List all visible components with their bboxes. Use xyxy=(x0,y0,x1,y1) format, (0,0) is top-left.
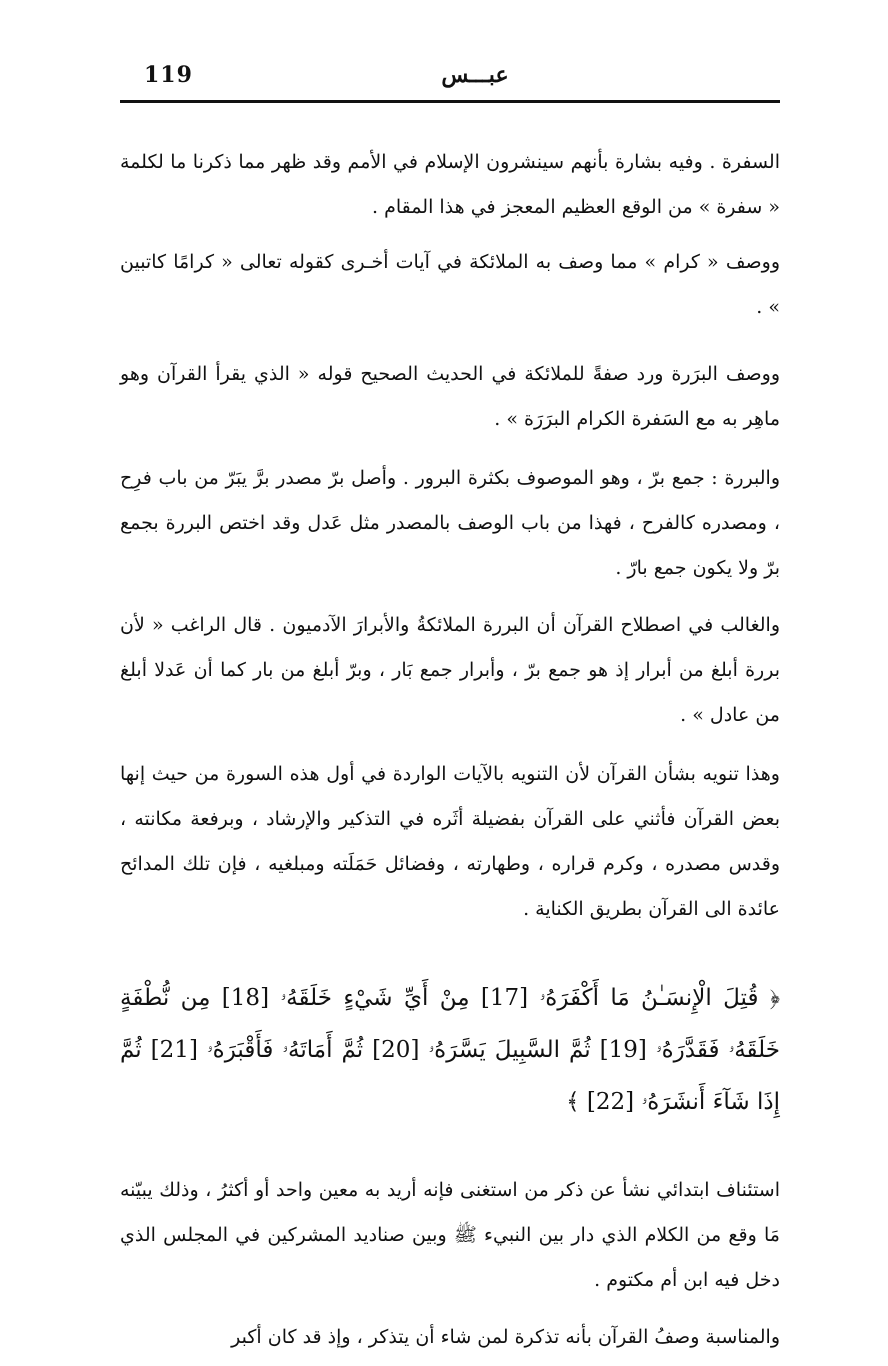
paragraph: السفرة . وفيه بشارة بأنهم سينشرون الإسلام في الأمم وقد ظهر مما ذكرنا ما لكلمة « سفرة » من الوقع العظيم المعجز في هذا المقام . xyxy=(120,151,780,218)
running-title: عبـــس xyxy=(441,62,509,88)
paragraph: ووصف البرَرة ورد صفةً للملائكة في الحديث الصحيح قوله « الذي يقرأ القرآن وهو ماهِر به مع السَفرة الكرام البرَرَة » . xyxy=(120,363,780,430)
page-body xyxy=(120,140,780,1360)
paragraph: والمناسبة وصفُ القرآن بأنه تذكرة لمن شاء أن يتذكر ، وإذ قد كان أكبر xyxy=(231,1326,780,1348)
paragraph: وهذا تنويه بشأن القرآن لأن التنويه بالآيات الواردة في أول هذه السورة من حيث إنها بعض القرآن فأثني على القرآن بفضيلة أثَره في التذكير والإرشاد ، وبرفعة مكانته ، وقدس مصدره ، وكرم قراره ، وطهارته ، وفضائل حَمَلَته ومبلغيه ، فإن تلك المدائح عائدة الى القرآن بطريق الكناية . xyxy=(120,763,780,920)
paragraph: استئناف ابتدائي نشأ عن ذكر من استغنى فإنه أريد به معين واحد أو أكثرُ ، وذلك يبيّنه مَا وقع من الكلام الذي دار بين النبيء ﷺ وبين صناديد المشركين في المجلس الذي دخل فيه ابن أم مكتوم . xyxy=(120,1179,780,1291)
paragraph: والبررة : جمع برّ ، وهو الموصوف بكثرة البرور . وأصل برّ مصدر برَّ يبَرّ من باب فرِح ، ومصدره كالفرح ، فهذا من باب الوصف بالمصدر مثل عَدل وقد اختص البررة بجمع برّ ولا يكون جمع بارّ . xyxy=(120,467,780,579)
page-header xyxy=(120,56,780,104)
quran-verse-block: ﴿ قُتِلَ الْإِنسَـٰنُ مَا أَكْفَرَهُۥ [17] مِنْ أَيِّ شَيْءٍ خَلَقَهُۥ [18] مِن نُّطْفَةٍ خَلَقَهُۥ فَقَدَّرَهُۥ [19] ثُمَّ السَّبِيلَ يَسَّرَهُۥ [20] ثُمَّ أَمَاتَهُۥ فَأَقْبَرَهُۥ [21] ثُمَّ إِذَا شَآءَ أَنشَرَهُۥ [22] ﴾ xyxy=(120,985,781,1115)
page-number: 119 xyxy=(144,62,193,88)
paragraph: ووصف « كرام » مما وصف به الملائكة في آيات أخـرى كقوله تعالى « كرامًا كاتبين » . xyxy=(120,251,780,318)
header-rule xyxy=(120,100,780,103)
paragraph: والغالب في اصطلاح القرآن أن البررة الملائكةُ والأبرارَ الآدميون . قال الراغب « لأن بررة أبلغ من أبرار إذ هو جمع برّ ، وأبرار جمع بَار ، وبرّ أبلغ من بار كما أن عَدلا أبلغ من عادل » . xyxy=(120,614,780,726)
